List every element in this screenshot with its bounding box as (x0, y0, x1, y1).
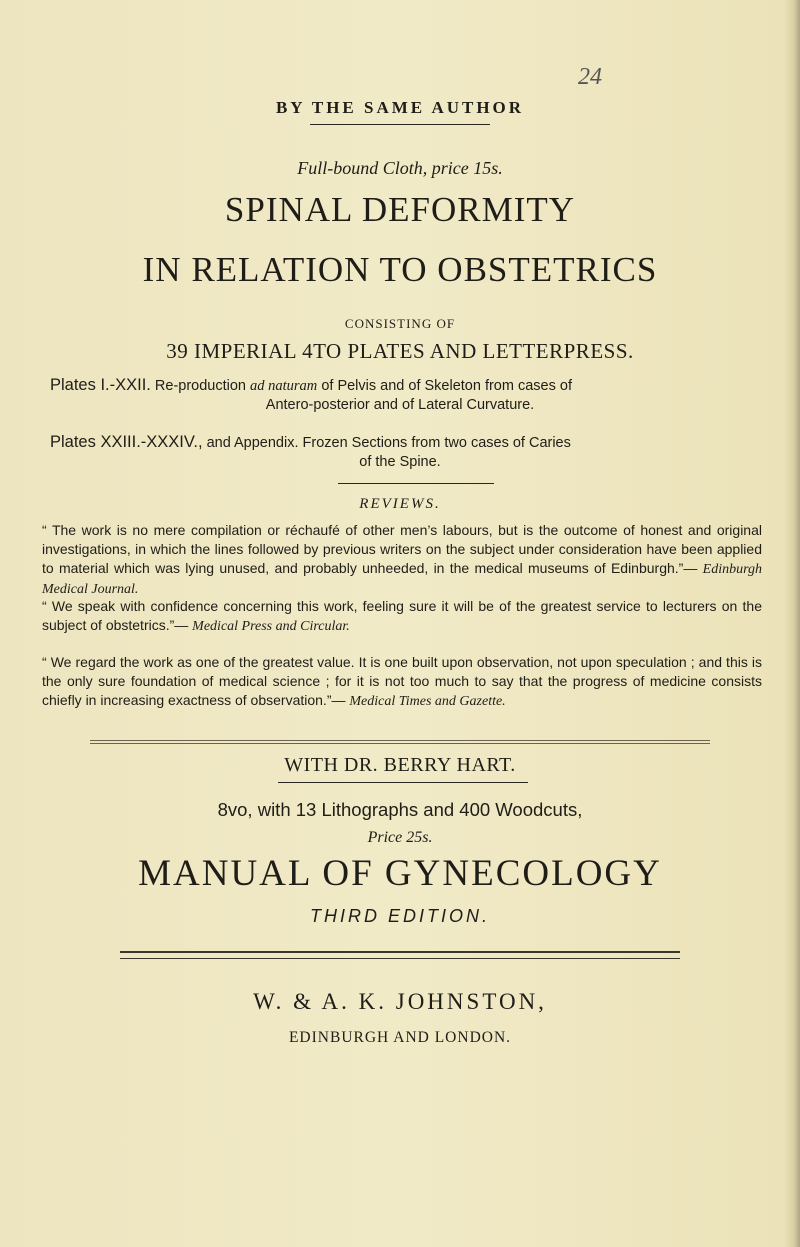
handwritten-mark: 24 (578, 64, 602, 90)
review-source: Medical Times and Gazette. (349, 694, 506, 709)
edition-label: THIRD EDITION. (310, 906, 490, 926)
review-source: Medical Press and Circular. (192, 619, 350, 634)
review-text: “ We regard the work as one of the greatest value. It is one built upon observation, not upon speculation ; and this is the only sure foundation of medical science ; for it is not too much to say that the progress of medicine consists chiefly in increasing exactness of observation.”— (42, 654, 762, 708)
divider (90, 740, 710, 741)
binding-price: Full-bound Cloth, price 15s. (297, 158, 503, 178)
plates-text-cont: of Pelvis and of Skeleton from cases of (317, 378, 572, 394)
divider (90, 743, 710, 744)
plates-text: Re-production (150, 378, 251, 394)
section-heading: BY THE SAME AUTHOR (275, 98, 525, 117)
divider (310, 124, 490, 125)
plates-description (50, 433, 750, 472)
publisher-name: W. & A. K. JOHNSTON, (253, 989, 547, 1014)
plates-text-italic: ad naturam (250, 378, 318, 394)
book-title-line-1: SPINAL DEFORMITY (224, 190, 576, 229)
review-text: “ The work is no mere compilation or réchaufé of other men’s labours, but is the outcome of honest and original investigations, in which the lines followed by previous writers on the subject under consideration have been applied to material which was lying unused, and probably unheeded, in the medical museums of Edinburgh.”— (42, 522, 762, 576)
publisher-place: EDINBURGH AND LONDON. (288, 1029, 512, 1046)
book-title: MANUAL OF GYNECOLOGY (138, 853, 662, 894)
plates-continuation: of the Spine. (359, 454, 441, 470)
divider (120, 958, 680, 959)
consisting-label: CONSISTING OF (344, 316, 456, 331)
divider (338, 483, 494, 484)
plates-label: Plates I.-XXII. (50, 376, 151, 394)
book-price: Price 25s. (367, 829, 433, 846)
plates-count: 39 IMPERIAL 4TO PLATES AND LETTERPRESS. (166, 339, 634, 363)
book-format: 8vo, with 13 Lithographs and 400 Woodcuts, (217, 799, 583, 820)
review-quote (42, 597, 762, 636)
plates-label: Plates XXIII.-XXXIV., (50, 433, 203, 451)
divider (120, 951, 680, 953)
reviews-heading: REVIEWS. (359, 496, 441, 512)
review-text: “ We speak with confidence concerning this work, feeling sure it will be of the greatest service to lecturers on the subject of obstetrics.”— (42, 598, 762, 633)
page-edge-shadow (784, 0, 800, 1247)
plates-description (50, 376, 750, 415)
plates-text: and Appendix. Frozen Sections from two cases of Caries (202, 435, 571, 451)
book-title-line-2: IN RELATION TO OBSTETRICS (142, 250, 658, 289)
plates-continuation: Antero-posterior and of Lateral Curvature. (265, 397, 535, 413)
review-quote (42, 653, 762, 711)
divider (278, 782, 528, 783)
review-quote (42, 521, 762, 599)
coauthor-line: WITH DR. BERRY HART. (284, 754, 516, 776)
review-source: Edinburgh Medical Journal. (42, 562, 763, 597)
